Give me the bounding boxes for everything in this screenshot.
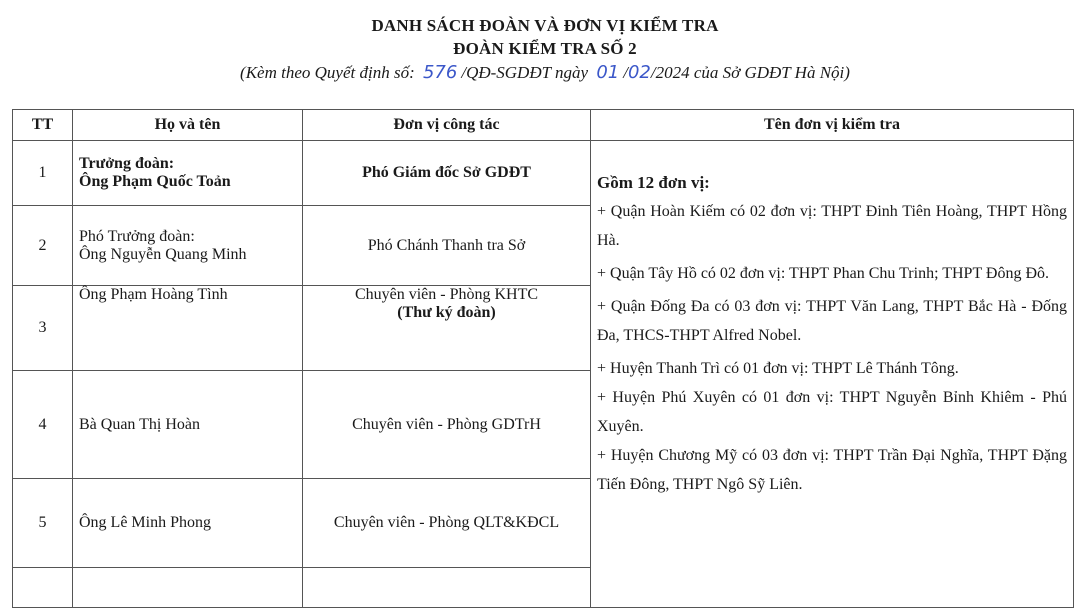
inspection-team-table: [12, 109, 1074, 608]
list-item: + Quận Tây Hồ có 02 đơn vị: THPT Phan Chu Trinh; THPT Đông Đô.: [597, 265, 1050, 282]
inspected-units-cell: [591, 141, 1074, 608]
row-name-cell: [73, 206, 303, 286]
row-unit-note: (Thư ký đoàn): [397, 304, 496, 321]
list-item: + Quận Hoàn Kiếm có 02 đơn vị: THPT Đinh Tiên Hoàng, THPT Hồng Hà.: [597, 203, 1067, 249]
row-name-empty: [73, 568, 303, 608]
row-unit-cell: [303, 286, 591, 371]
list-item: + Quận Đống Đa có 03 đơn vị: THPT Văn Lang, THPT Bắc Hà - Đống Đa, THCS-THPT Alfred Nobel.: [597, 298, 1067, 344]
row-unit: Chuyên viên - Phòng GDTrH: [303, 371, 591, 479]
row-role: Phó Trưởng đoàn:: [79, 227, 195, 245]
row-unit: Chuyên viên - Phòng QLT&KĐCL: [303, 479, 591, 568]
decision-middle: /QĐ-SGDĐT ngày: [461, 63, 589, 82]
row-name: Ông Phạm Hoàng Tình: [73, 286, 303, 371]
row-name: Ông Phạm Quốc Toản: [79, 173, 231, 190]
list-item: + Huyện Chương Mỹ có 03 đơn vị: THPT Trần Đại Nghĩa, THPT Đặng Tiến Đông, THPT Ngô Sỹ Liên.: [597, 447, 1067, 493]
list-item: + Huyện Phú Xuyên có 01 đơn vị: THPT Nguyễn Bỉnh Khiêm - Phú Xuyên.: [597, 389, 1067, 435]
handwritten-decision-number: 576: [422, 62, 458, 83]
header-unit: Đơn vị công tác: [303, 110, 591, 141]
handwritten-day: 01: [596, 62, 620, 83]
row-tt: 3: [13, 286, 73, 371]
row-tt: 4: [13, 371, 73, 479]
inspected-units-heading: Gồm 12 đơn vị:: [597, 173, 710, 192]
table-row: [13, 141, 1074, 206]
header-name: Họ và tên: [73, 110, 303, 141]
header-tt: TT: [13, 110, 73, 141]
document-title: DANH SÁCH ĐOÀN VÀ ĐƠN VỊ KIỂM TRA: [371, 16, 719, 35]
row-tt-empty: [13, 568, 73, 608]
decision-prefix: (Kèm theo Quyết định số:: [240, 63, 415, 82]
decision-reference: [0, 62, 1090, 83]
row-tt: 2: [13, 206, 73, 286]
row-unit: Phó Chánh Thanh tra Sở: [303, 206, 591, 286]
row-unit-empty: [303, 568, 591, 608]
header-inspected: Tên đơn vị kiểm tra: [591, 110, 1074, 141]
handwritten-month: 02: [627, 62, 651, 83]
row-role: Trưởng đoàn:: [79, 155, 175, 172]
row-name: Ông Nguyễn Quang Minh: [79, 245, 247, 263]
document-subtitle-team: ĐOÀN KIỂM TRA SỐ 2: [453, 39, 637, 58]
row-name: Ông Lê Minh Phong: [73, 479, 303, 568]
row-unit: Chuyên viên - Phòng KHTC: [354, 286, 539, 303]
date-sep: /: [623, 63, 628, 82]
row-unit: Phó Giám đốc Sở GDĐT: [303, 141, 591, 206]
row-name-cell: [73, 141, 303, 206]
row-name: Bà Quan Thị Hoàn: [73, 371, 303, 479]
row-tt: 5: [13, 479, 73, 568]
row-tt: 1: [13, 141, 73, 206]
table-header-row: [13, 110, 1074, 141]
decision-suffix: /2024 của Sở GDĐT Hà Nội): [650, 63, 850, 82]
list-item: + Huyện Thanh Trì có 01 đơn vị: THPT Lê Thánh Tông.: [597, 360, 959, 377]
